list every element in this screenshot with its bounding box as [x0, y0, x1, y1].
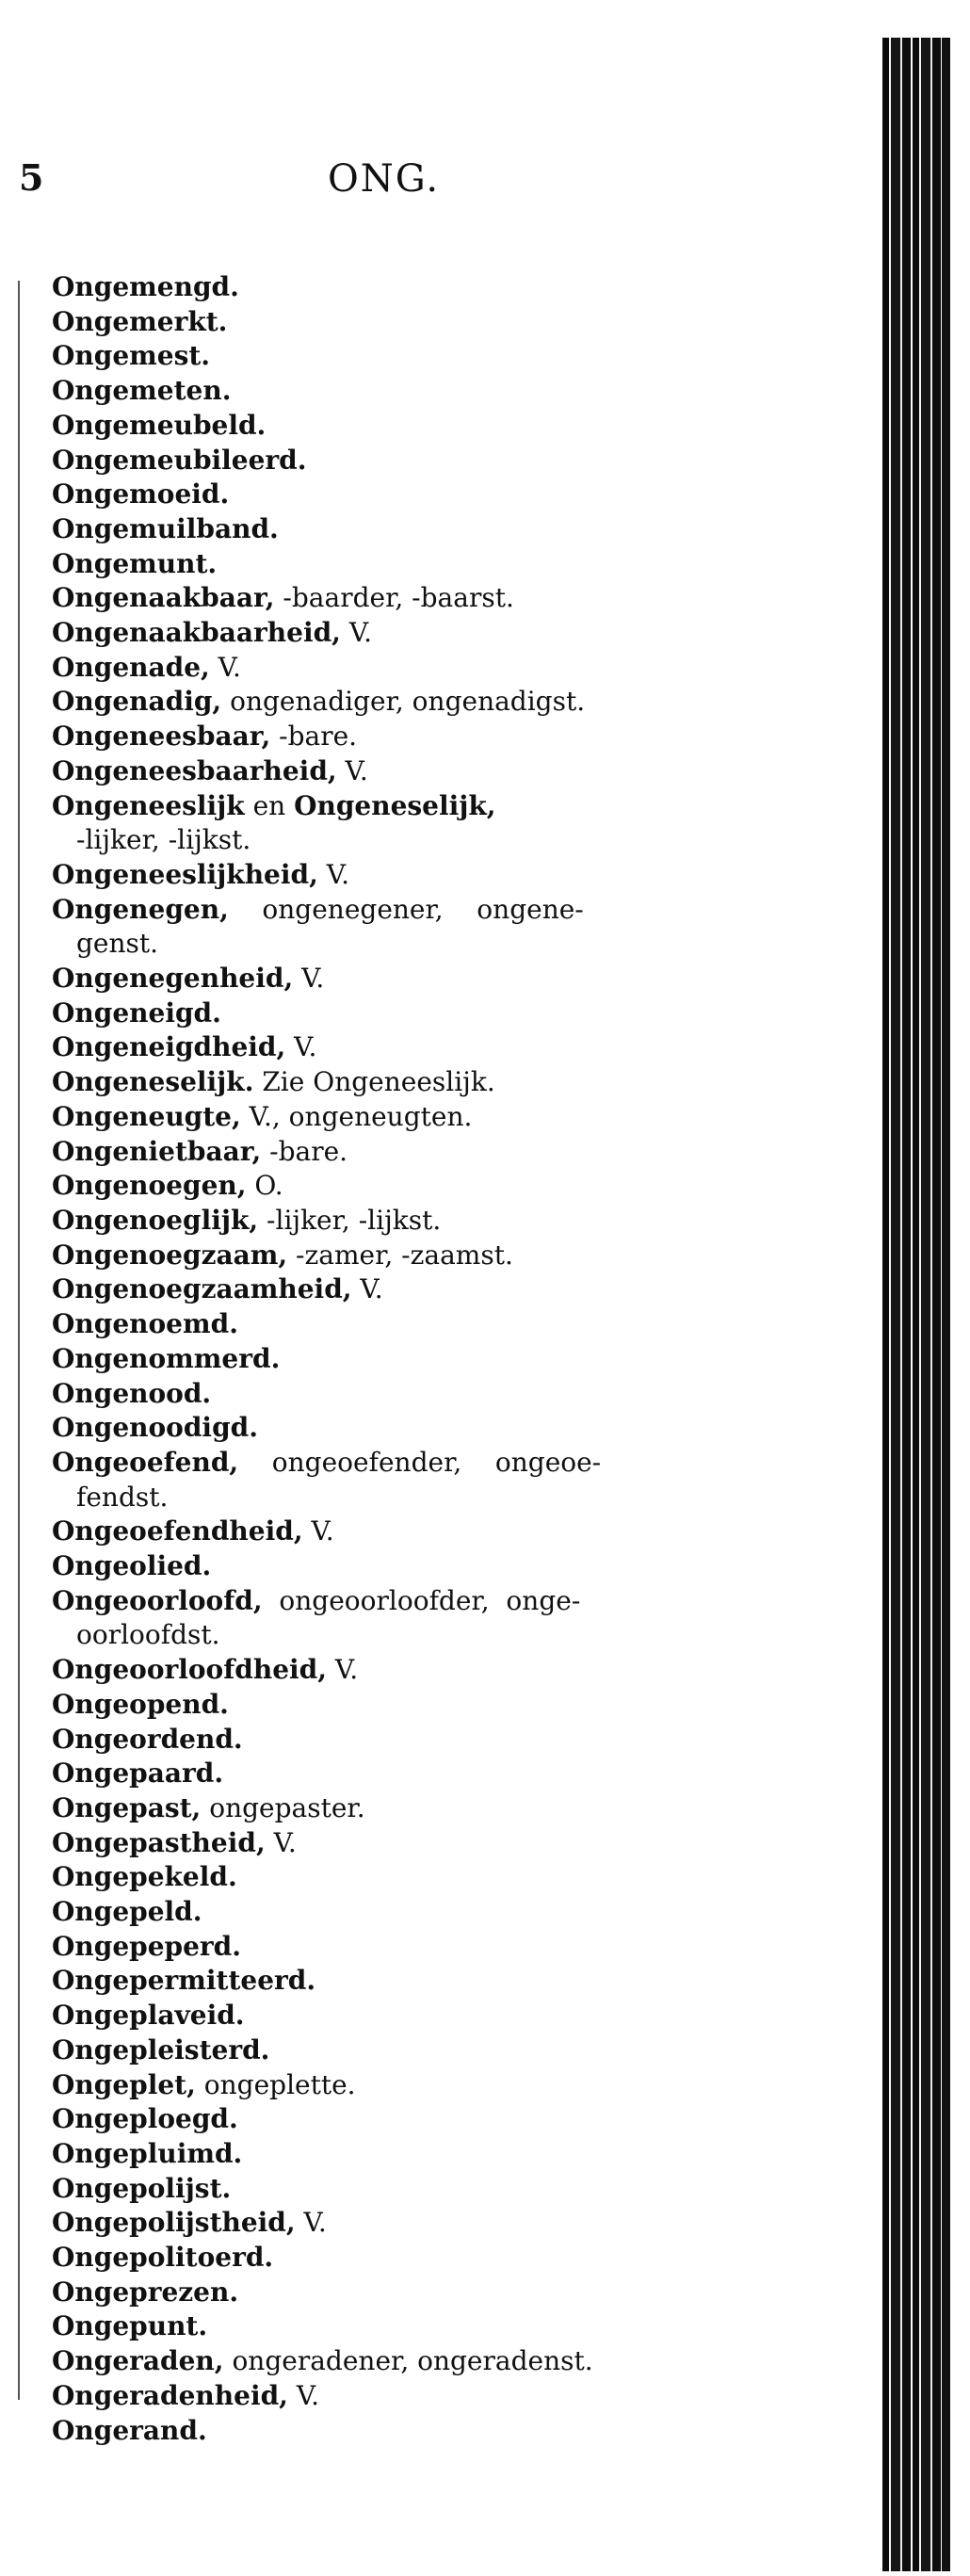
dictionary-entry	[52, 1169, 730, 1204]
dictionary-entry	[52, 1272, 730, 1307]
entry-headword: Ongenoemd.	[52, 1308, 238, 1340]
dictionary-entry	[52, 1135, 730, 1170]
dictionary-entry	[52, 685, 730, 720]
entry-forms: V.	[265, 1826, 297, 1858]
entry-headword: Ongeneugte,	[52, 1100, 241, 1132]
entry-headword: Ongeopend.	[52, 1688, 229, 1720]
dictionary-entry	[52, 893, 730, 962]
dictionary-entry	[52, 581, 730, 616]
dictionary-entry	[52, 1584, 730, 1653]
entry-headword: Ongeraden,	[52, 2345, 224, 2377]
dictionary-entry	[52, 374, 730, 409]
dictionary-entry	[52, 789, 730, 858]
entry-forms: V.	[351, 1273, 383, 1305]
entry-headword: Ongeradenheid,	[52, 2379, 288, 2411]
dictionary-entry	[52, 1377, 730, 1412]
entry-headword: Ongeplet,	[52, 2068, 196, 2100]
entry-forms: ongenegener, ongene-	[228, 893, 584, 925]
dictionary-entry	[52, 2276, 730, 2310]
dictionary-entry	[52, 1030, 730, 1065]
entry-headword: Ongepolijstheid,	[52, 2207, 296, 2239]
entry-headword: Ongepaard.	[52, 1758, 224, 1790]
entry-continuation: fendst.	[76, 1481, 169, 1513]
entry-headword: Ongeoorloofd,	[52, 1584, 263, 1616]
dictionary-entry	[52, 305, 730, 340]
entry-headword: Ongepeld.	[52, 1896, 202, 1928]
entry-headword: Ongemeubeld.	[52, 409, 267, 441]
dictionary-entry	[52, 1100, 730, 1135]
entry-headword: Ongenaakbaar,	[52, 582, 275, 614]
entry-headword: Ongeolied.	[52, 1550, 212, 1582]
entry-headword: Ongepluimd.	[52, 2137, 243, 2169]
dictionary-entry	[52, 2241, 730, 2276]
dictionary-entry	[52, 996, 730, 1031]
entry-forms: V.	[295, 2207, 327, 2239]
book-spine-edge	[882, 38, 950, 2571]
entry-headword: Ongeneselijk.	[52, 1066, 254, 1098]
entry-forms: -zamer, -zaamst.	[287, 1239, 513, 1271]
dictionary-entry	[52, 720, 730, 754]
entry-forms: -baarder, -baarst.	[274, 582, 514, 614]
entry-forms: V.	[327, 1654, 359, 1686]
dictionary-entry	[52, 2414, 730, 2449]
entry-headword: Ongeordend.	[52, 1723, 243, 1755]
dictionary-entry	[52, 339, 730, 374]
entry-headword: Ongemeubileerd.	[52, 444, 307, 476]
entry-forms: V.	[209, 651, 241, 683]
entry-continuation: oorloofdst.	[76, 1619, 220, 1651]
entry-forms: V.	[302, 1515, 334, 1547]
entry-headword: Ongenoodigd.	[52, 1412, 258, 1444]
entry-headword: Ongepolitoerd.	[52, 2242, 274, 2274]
dictionary-entry	[52, 1964, 730, 1999]
entry-forms: ongeplette.	[195, 2068, 356, 2100]
entry-forms: ongeoefender, ongeoe-	[238, 1446, 602, 1478]
dictionary-entry	[52, 1791, 730, 1826]
entry-forms: V.	[340, 617, 373, 649]
entry-forms: Zie Ongeneeslijk.	[253, 1066, 495, 1098]
dictionary-entry	[52, 270, 730, 305]
entry-headword: Ongemuilband.	[52, 512, 279, 544]
running-head: ONG.	[328, 157, 441, 201]
dictionary-entry	[52, 2206, 730, 2241]
entry-headword: Ongeoorloofdheid,	[52, 1654, 327, 1686]
margin-rule	[18, 281, 20, 2400]
dictionary-entry	[52, 2309, 730, 2344]
entry-headword: Ongenade,	[52, 651, 210, 683]
entry-continuation: -lijker, -lijkst.	[76, 824, 251, 856]
entry-headword: Ongepunt.	[52, 2310, 208, 2342]
dictionary-entry	[52, 1065, 730, 1100]
dictionary-entry	[52, 2102, 730, 2137]
entry-headword: Ongeprezen.	[52, 2276, 239, 2308]
dictionary-entry	[52, 512, 730, 547]
dictionary-entry	[52, 2172, 730, 2207]
entry-headword: Ongeoefendheid,	[52, 1515, 303, 1547]
entry-forms: -bare.	[270, 721, 358, 753]
entry-headword: Ongemeten.	[52, 375, 232, 407]
dictionary-entry	[52, 409, 730, 444]
dictionary-entry	[52, 1895, 730, 1930]
entry-headword: Ongepeperd.	[52, 1930, 242, 1962]
entry-headword: Ongeneeslijk	[52, 789, 245, 821]
entry-headword: Ongepast,	[52, 1791, 202, 1823]
entry-forms: ongeoorloofder, onge-	[262, 1584, 581, 1616]
dictionary-entry	[52, 651, 730, 686]
entry-headword-variant: Ongeneselijk,	[294, 789, 496, 821]
entry-headword: Ongemengd.	[52, 271, 239, 302]
entry-headword: Ongeoefend,	[52, 1446, 239, 1478]
book-spine-shadow	[942, 38, 950, 2571]
entry-headword: Ongenegenheid,	[52, 963, 294, 995]
entry-headword: Ongenegen,	[52, 893, 229, 925]
entry-forms: en	[244, 789, 295, 821]
dictionary-entry	[52, 1688, 730, 1723]
entry-forms: V.	[317, 858, 349, 890]
dictionary-entry-list	[52, 270, 730, 2448]
page-number: 5	[19, 156, 44, 199]
dictionary-entry	[52, 444, 730, 478]
dictionary-entry	[52, 2033, 730, 2068]
entry-headword: Ongeplaveid.	[52, 2000, 245, 2032]
entry-headword: Ongenoegen,	[52, 1170, 247, 1202]
entry-headword: Ongemerkt.	[52, 305, 228, 337]
entry-headword: Ongeneigd.	[52, 996, 221, 1029]
dictionary-entry	[52, 547, 730, 582]
entry-headword: Ongepekeld.	[52, 1861, 237, 1893]
entry-headword: Ongenaakbaarheid,	[52, 617, 341, 649]
entry-headword: Ongemunt.	[52, 547, 218, 579]
entry-headword: Ongerand.	[52, 2414, 207, 2446]
entry-headword: Ongeneigdheid,	[52, 1031, 286, 1063]
dictionary-entry	[52, 1826, 730, 1861]
dictionary-entry	[52, 2344, 730, 2379]
entry-headword: Ongenoeglijk,	[52, 1204, 259, 1236]
dictionary-entry	[52, 2137, 730, 2172]
dictionary-entry	[52, 1446, 730, 1515]
entry-headword: Ongeploegd.	[52, 2103, 238, 2135]
entry-headword: Ongenood.	[52, 1377, 212, 1409]
entry-forms: V.	[287, 2379, 320, 2411]
entry-headword: Ongenadig,	[52, 686, 222, 718]
dictionary-entry	[52, 1239, 730, 1273]
dictionary-entry	[52, 1757, 730, 1791]
dictionary-entry	[52, 478, 730, 512]
dictionary-entry	[52, 1930, 730, 1965]
dictionary-entry	[52, 754, 730, 789]
dictionary-entry	[52, 616, 730, 651]
dictionary-entry	[52, 1307, 730, 1342]
entry-forms: V.	[293, 963, 325, 995]
dictionary-entry	[52, 2379, 730, 2414]
dictionary-entry	[52, 1515, 730, 1549]
entry-headword: Ongeneesbaar,	[52, 721, 271, 753]
entry-headword: Ongemest.	[52, 340, 211, 372]
entry-headword: Ongenoegzaam,	[52, 1239, 288, 1271]
entry-headword: Ongeneeslijkheid,	[52, 858, 318, 890]
entry-headword: Ongemoeid.	[52, 478, 230, 510]
dictionary-entry	[52, 1653, 730, 1688]
entry-forms: ongeradener, ongeradenst.	[223, 2345, 593, 2377]
dictionary-entry	[52, 1549, 730, 1584]
entry-forms: V.	[336, 754, 368, 786]
entry-forms: -bare.	[261, 1135, 348, 1167]
dictionary-entry	[52, 2068, 730, 2103]
entry-headword: Ongepastheid,	[52, 1826, 266, 1858]
entry-forms: ongepaster.	[201, 1791, 365, 1823]
dictionary-entry	[52, 1411, 730, 1446]
entry-headword: Ongenommerd.	[52, 1342, 281, 1374]
entry-forms: V.	[285, 1031, 317, 1063]
entry-forms: V., ongeneugten.	[240, 1100, 473, 1132]
entry-continuation: genst.	[76, 928, 159, 960]
dictionary-entry	[52, 962, 730, 996]
entry-headword: Ongepermitteerd.	[52, 1965, 316, 1997]
entry-headword: Ongenietbaar,	[52, 1135, 262, 1167]
entry-headword: Ongepolijst.	[52, 2172, 232, 2204]
entry-headword: Ongenoegzaamheid,	[52, 1273, 352, 1305]
entry-forms: -lijker, -lijkst.	[258, 1204, 442, 1236]
entry-headword: Ongeneesbaarheid,	[52, 754, 337, 786]
dictionary-entry	[52, 1860, 730, 1895]
dictionary-entry	[52, 1723, 730, 1758]
dictionary-entry	[52, 1999, 730, 2033]
dictionary-entry	[52, 1342, 730, 1377]
entry-forms: ongenadiger, ongenadigst.	[221, 686, 586, 718]
entry-headword: Ongepleisterd.	[52, 2033, 270, 2066]
dictionary-entry	[52, 1204, 730, 1239]
entry-forms: O.	[246, 1170, 283, 1202]
dictionary-entry	[52, 858, 730, 893]
